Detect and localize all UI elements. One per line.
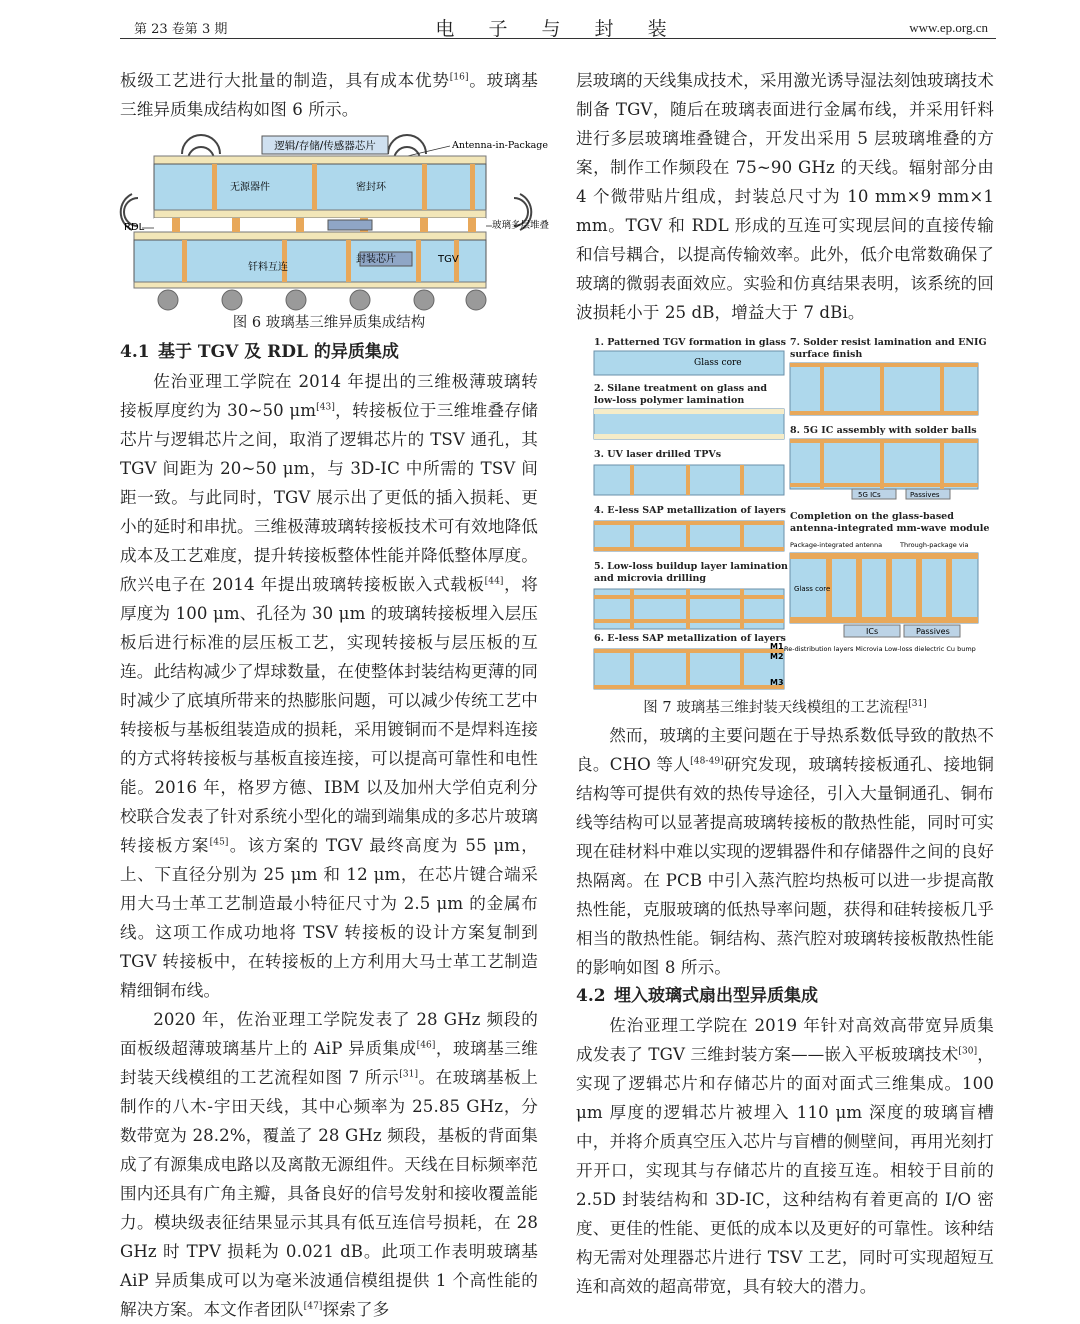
left-paragraph-1: 板级工艺进行大批量的制造，具有成本优势[16]。玻璃基三维异质集成结构如图 6 所示。 [120, 71, 538, 119]
through-via-label: Through-package via [900, 541, 969, 549]
step-2-label: 2. Silane treatment on glass and [594, 383, 768, 394]
figure-6-caption: 图 6 玻璃基三维异质集成结构 [232, 315, 426, 331]
antenna-label: Antenna-in-Package [452, 140, 548, 151]
journal-website: www.ep.org.cn [909, 20, 988, 35]
left-column [120, 66, 550, 1324]
figure-7-caption: 图 7 玻璃基三维封装天线模组的工艺流程[31] [643, 699, 927, 716]
m3-label: M3 [770, 678, 784, 687]
section-4-2-heading: 4.2 埋入玻璃式扇出型异质集成 [576, 986, 818, 1006]
ics-label: ICs [866, 627, 879, 636]
passives-label-1: Passives [910, 491, 940, 499]
running-header [120, 10, 996, 39]
step-3-label: 3. UV laser drilled TPVs [594, 449, 722, 460]
svg-text:surface finish: surface finish [790, 349, 863, 360]
left-paragraph-2: 佐治亚理工学院在 2014 年提出的三维极薄玻璃转接板厚度约为 30~50 μm[43]，转接板位于三维堆叠存储芯片与逻辑芯片之间，取消了逻辑芯片的 TSV 通孔，其 TGV 间距为 20~50 μm，与 3D-IC 中所需的 TSV 间距一致。与此同时，TGV 展示出了更低的插入损耗、更小的延时和串扰。三维极薄玻璃转接板技术可有效地降低成本及工艺难度，提升转接板整体性能并降低整体厚度。欣兴电子在 2014 年提出玻璃转接板嵌入式载板[44]，将厚度为 100 μm、孔径为 30 μm 的玻璃转接板埋入层压板后进行标准的层压板工艺，实现转接板与层压板的互连。此结构减少了焊球数量，在使整体封装结构更薄的同时减少了底填所带来的热膨胀问题，可以减少传统工艺中转接板与基板组装造成的损耗，采用镀铜而不是焊料连接的方式将转接板与基板直接连接，可以提高可靠性和电性能。2016 年，格罗方德、IBM 以及加州大学伯克利分校联合发表了针对系统小型化的端到端集成的多芯片玻璃转接板方案[45]。该方案的 TGV 最终高度为 55 μm，上、下直径分别为 25 μm 和 12 μm，在芯片键合端采用大马士革工艺制造最小特征尺寸为 2.5 μm 的金属布线。这项工作成功地将 TSV 转接板的设计方案复制到 TGV 转接板中，在转接板的上方利用大马士革工艺制造精细铜布线。 [120, 372, 539, 1000]
legend-label: Re-distribution layers Microvia Low-loss dielectric Cu bump [784, 645, 976, 653]
glass-stack-label: 玻璃多层堆叠 [492, 220, 550, 231]
m1-label: M1 [770, 642, 784, 651]
passives-label-2: Passives [916, 627, 950, 636]
glass-core-label: Glass core [694, 358, 742, 368]
step-8-label: 8. 5G IC assembly with solder balls [790, 425, 977, 436]
pkg-antenna-label: Package-integrated antenna [790, 541, 883, 549]
m2-label: M2 [770, 652, 784, 661]
step-5-label: 5. Low-loss buildup layer lamination [594, 561, 788, 572]
issue-label: 第 23 卷第 3 期 [134, 22, 228, 37]
ic-5g-label: 5G ICs [858, 491, 881, 499]
journal-title: 电 子 与 封 装 [435, 18, 681, 40]
completion-label: Completion on the glass-based [790, 511, 954, 522]
passive-label: 无源器件 [230, 182, 270, 193]
glass-layer-top [154, 164, 486, 210]
step-1-label: 1. Patterned TGV formation in glass [594, 337, 786, 348]
right-process-diagrams [784, 363, 978, 653]
svg-text:antenna-integrated mm-wave mod: antenna-integrated mm-wave module [790, 523, 990, 534]
figure-7-process-flow [590, 333, 990, 693]
step-4-label: 4. E-less SAP metallization of layers [594, 505, 786, 516]
figure-6-diagram [120, 132, 550, 310]
svg-text:low-loss polymer lamination: low-loss polymer lamination [594, 395, 745, 406]
step-7-label: 7. Solder resist lamination and ENIG [790, 337, 987, 348]
sealed-chip-label: 封装芯片 [356, 254, 396, 265]
solder-label: 钎料互连 [248, 262, 288, 273]
step-6-label: 6. E-less SAP metallization of layers [594, 633, 786, 644]
right-paragraph-1: 层玻璃的天线集成技术，采用激光诱导湿法刻蚀玻璃技术制备 TGV，随后在玻璃表面进行金属布线，并采用钎料进行多层玻璃堆叠键合，开发出采用 5 层玻璃堆叠的方案，制作工作频段在 75~90 GHz 的天线。辐射部分由 4 个微带贴片组成，封装总尺寸为 10 mm×9 mm×1 mm。TGV 和 RDL 形成的互连可实现层间的直接传输和信号耦合，以提高传输效率。此外，低介电常数确保了玻璃的微弱表面效应。实验和仿真结果表明，该系统的回波损耗小于 25 dB，增益大于 7 dBi。 [576, 71, 994, 322]
tgv-label: TGV [438, 254, 459, 265]
seal-ring-label: 密封环 [356, 182, 386, 193]
right-paragraph-3: 佐治亚理工学院在 2019 年针对高效高带宽异质集成发表了 TGV 三维封装方案——嵌入平板玻璃技术[30]，实现了逻辑芯片和存储芯片的面对面式三维集成。100 μm 厚度的逻辑芯片被埋入 110 μm 深度的玻璃盲槽中，并将介质真空压入芯片与盲槽的侧壁间，再用光刻打开开口，实现其与存储芯片的直接互连。相较于目前的 2.5D 封装结构和 3D-IC，这种结构有着更高的 I/O 密度、更佳的性能、更低的成本以及更好的可靠性。该种结构无需对处理器芯片进行 TSV 工艺，同时可实现超短互连和高效的超高带宽，具有较大的潜力。 [576, 1016, 994, 1296]
right-paragraph-2: 然而，玻璃的主要问题在于导热系数低导致的散热不良。CHO 等人[48-49]研究发现，玻璃转接板通孔、接地铜结构等可提供有效的热传导途径，引入大量铜通孔、铜布线等结构可以显著提高玻璃转接板的散热性能，同时可实现在硅材料中难以实现的逻辑器件和存储器件之间的良好热隔离。在 PCB 中引入蒸汽腔均热板可以进一步提高散热性能，克服玻璃的低热导率问题，获得和硅转接板几乎相当的散热性能。铜结构、蒸汽腔对玻璃转接板散热性能的影响如图 8 所示。 [576, 726, 994, 977]
glass-core-label-2: Glass core [794, 585, 831, 593]
rdl-label: RDL [124, 222, 145, 233]
chip-label: 逻辑/存储/传感器芯片 [274, 140, 376, 152]
svg-text:and microvia drilling: and microvia drilling [594, 573, 707, 584]
right-column [576, 66, 994, 1301]
left-paragraph-3: 2020 年，佐治亚理工学院发表了 28 GHz 频段的面板级超薄玻璃基片上的 AiP 异质集成[46]，玻璃基三维封装天线模组的工艺流程如图 7 所示[31]。在玻璃基板上制作的八木-宇田天线，其中心频率为 25.85 GHz，分数带宽为 28.2%，覆盖了 28 GHz 频段，基板的背面集成了有源集成电路以及离散无源组件。天线在目标频率范围内还具有广角主瓣，具备良好的信号发射和接收覆盖能力。模块级表征结果显示其具有低互连信号损耗，在 28 GHz 时 TPV 损耗为 0.021 dB。此项工作表明玻璃基 AiP 异质集成可以为毫米波通信模组提供 1 个高性能的解决方案。本文作者团队[47]探索了多 [120, 1010, 538, 1319]
section-4-1-heading: 4.1 基于 TGV 及 RDL 的异质集成 [120, 342, 399, 362]
